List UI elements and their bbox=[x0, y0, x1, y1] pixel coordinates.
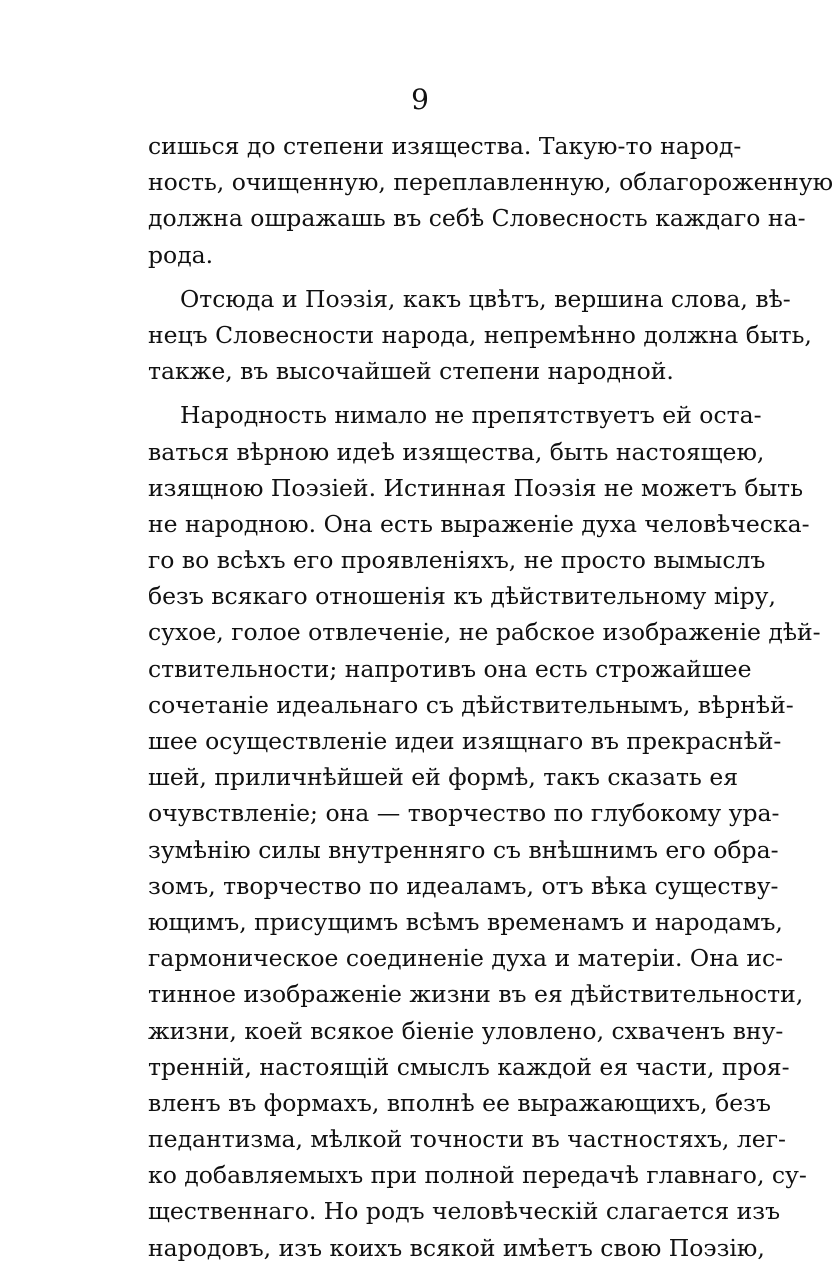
text-line: ко добавляемыхъ при полной передачѣ главнаго, су- bbox=[148, 1161, 807, 1190]
text-line: гармоническое соединеніе духа и матеріи. Она ис- bbox=[148, 944, 784, 973]
text-line: жизни, коей всякое біеніе уловлено, схваченъ вну- bbox=[148, 1016, 784, 1045]
paragraph-1 bbox=[148, 128, 834, 273]
text-line: сишься до степени изящества. Такую-то народ- bbox=[148, 132, 742, 160]
text-line: шее осуществленіе идеи изящнаго въ прекраснѣй- bbox=[148, 727, 782, 755]
text-line: безъ всякаго отношенія къ дѣйствительному міру, bbox=[148, 582, 776, 611]
text-line: также, въ высочайшей степени народной. bbox=[148, 357, 674, 386]
text-line: го во всѣхъ его проявленіяхъ, не просто вымыслъ bbox=[148, 546, 766, 575]
text-line: зомъ, творчество по идеаламъ, отъ вѣка существу- bbox=[148, 871, 779, 900]
text-line: ствительности; напротивъ она есть строжайшее bbox=[148, 654, 752, 683]
text-line: рода. bbox=[148, 240, 214, 269]
text-line: Отсюда и Поэзія, какъ цвѣтъ, вершина слова, вѣ- bbox=[180, 284, 791, 313]
text-line: сочетаніе идеальнаго съ дѣйствительнымъ, вѣрнѣй- bbox=[148, 690, 794, 719]
text-line: ность, очищенную, переплавленную, облагороженную bbox=[148, 168, 834, 197]
text-line: сухое, голое отвлеченіе, не рабское изображеніе дѣй- bbox=[148, 618, 821, 647]
text-line: очувствленіе; она — творчество по глубокому ура- bbox=[148, 799, 780, 828]
text-line: шей, приличнѣйшей ей формѣ, такъ сказать ея bbox=[148, 763, 739, 792]
text-line: педантизма, мѣлкой точности въ частностяхъ, лег- bbox=[148, 1125, 786, 1154]
paragraph-3 bbox=[148, 397, 821, 1266]
text-line: изящною Поэзіей. Истинная Поэзія не можетъ быть bbox=[148, 473, 803, 502]
text-line: не народною. Она есть выраженіе духа человѣческа- bbox=[148, 509, 810, 538]
text-line: Народность нимало не препятствуетъ ей оста- bbox=[180, 401, 762, 430]
text-line: нецъ Словесности народа, непремѣнно должна быть, bbox=[148, 320, 812, 349]
text-line: тинное изображеніе жизни въ ея дѣйствительности, bbox=[148, 980, 804, 1009]
page-number: 9 bbox=[411, 83, 429, 116]
text-line: зумѣнію силы внутренняго съ внѣшнимъ его обра- bbox=[148, 835, 779, 864]
text-line: вленъ въ формахъ, вполнѣ ее выражающихъ, безъ bbox=[148, 1088, 771, 1117]
text-line: народовъ, изъ коихъ всякой имѣетъ свою Поэзію, bbox=[148, 1233, 765, 1262]
text-line: ющимъ, присущимъ всѣмъ временамъ и народамъ, bbox=[148, 907, 783, 936]
paragraph-2 bbox=[148, 281, 812, 390]
text-line: щественнаго. Но родъ человѣческій слагается изъ bbox=[148, 1197, 781, 1226]
text-line: должна ошражашь въ себѣ Словесность каждаго на- bbox=[148, 204, 806, 233]
body-text bbox=[148, 128, 834, 1266]
text-line: тренній, настоящій смыслъ каждой ея части, проя- bbox=[148, 1052, 790, 1081]
text-line: ваться вѣрною идеѣ изящества, быть настоящею, bbox=[148, 437, 765, 466]
